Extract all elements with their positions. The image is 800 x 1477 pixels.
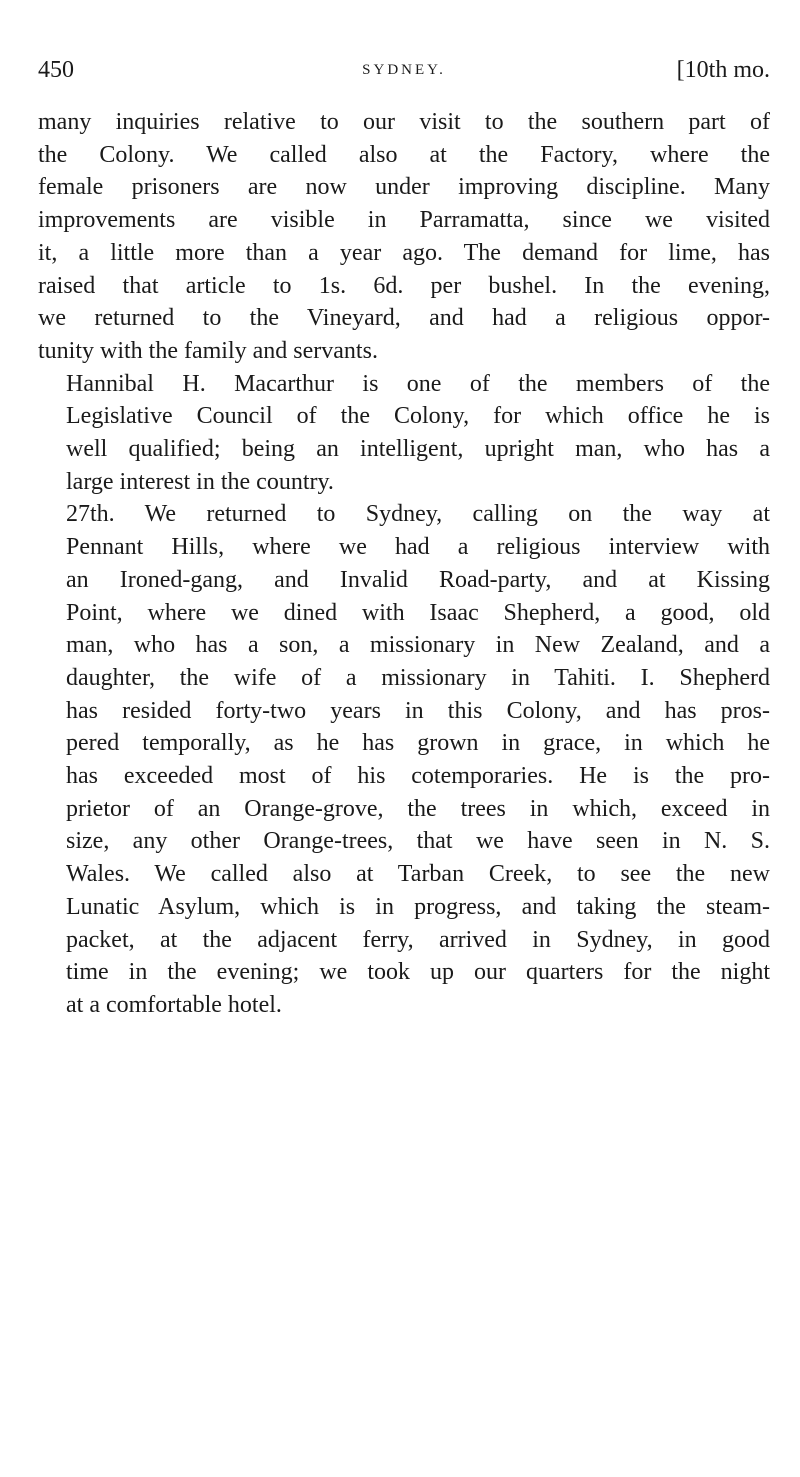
text-line: Lunatic Asylum, which is in progress, and taking the steam- [66, 893, 770, 920]
text-line: has resided forty-two years in this Colony, and has pros- [66, 697, 770, 724]
text-line: the Colony. We called also at the Factory, where the [38, 141, 770, 168]
text-line: has exceeded most of his cotemporaries. He is the pro- [66, 763, 770, 790]
text-line: packet, at the adjacent ferry, arrived in Sydney, in good [66, 926, 770, 953]
text-line: Legislative Council of the Colony, for which office he is [66, 403, 770, 430]
text-line: man, who has a son, a missionary in New Zealand, and a [66, 632, 770, 659]
text-line: many inquiries relative to our visit to the southern part of [38, 109, 770, 135]
body-text [38, 106, 770, 1022]
book-page [38, 50, 770, 1022]
text-line: time in the evening; we took up our quarters for the night [66, 959, 770, 986]
text-line: pered temporally, as he has grown in grace, in which he [66, 730, 770, 757]
text-line: 27th. We returned to Sydney, calling on the way at [66, 501, 770, 528]
text-line: size, any other Orange-trees, that we have seen in N. S. [66, 828, 770, 855]
text-line: well qualified; being an intelligent, upright man, who has a [66, 436, 770, 463]
month-marker: [10th mo. [676, 57, 770, 83]
text-line: Point, where we dined with Isaac Shepherd, a good, old [66, 599, 770, 626]
text-line: improvements are visible in Parramatta, since we visited [38, 207, 770, 234]
running-title: SYDNEY. [362, 62, 446, 78]
text-line: tunity with the family and servants. [38, 337, 378, 364]
text-line: large interest in the country. [66, 468, 334, 495]
paragraph-macarthur [38, 368, 770, 499]
text-line: Pennant Hills, where we had a religious interview with [66, 534, 770, 561]
paragraph-27th [38, 498, 770, 1021]
text-line: Hannibal H. Macarthur is one of the members of the [66, 370, 770, 397]
page-number: 450 [38, 57, 74, 83]
text-line: we returned to the Vineyard, and had a religious oppor- [38, 305, 770, 332]
running-head [38, 50, 770, 90]
text-line: Wales. We called also at Tarban Creek, to see the new [66, 861, 770, 888]
text-line: at a comfortable hotel. [66, 991, 282, 1018]
text-line: it, a little more than a year ago. The demand for lime, has [38, 239, 770, 266]
text-line: daughter, the wife of a missionary in Tahiti. I. Shepherd [66, 664, 770, 691]
text-line: female prisoners are now under improving discipline. Many [38, 174, 770, 201]
text-line: prietor of an Orange-grove, the trees in which, exceed in [66, 795, 770, 822]
text-line: an Ironed-gang, and Invalid Road-party, and at Kissing [66, 566, 770, 593]
paragraph-parramatta-visit [38, 106, 770, 368]
text-line: raised that article to 1s. 6d. per bushel. In the evening, [38, 272, 770, 299]
